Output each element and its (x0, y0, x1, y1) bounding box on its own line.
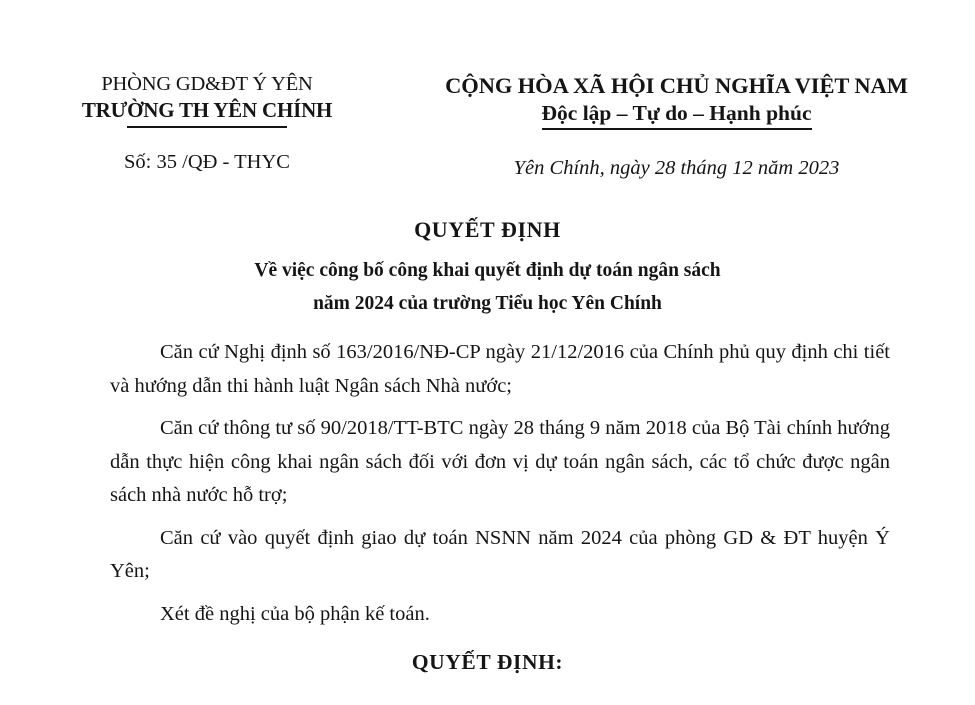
place-and-date: Yên Chính, ngày 28 tháng 12 năm 2023 (513, 157, 840, 179)
body-paragraph-4: Xét đề nghị của bộ phận kế toán. (160, 602, 430, 625)
title-block (0, 215, 975, 320)
decision-heading: QUYẾT ĐỊNH: (411, 650, 564, 674)
issuing-office-block (0, 72, 400, 174)
document-subtitle-line-2: năm 2024 của trường Tiểu học Yên Chính (313, 293, 662, 314)
nation-name: CỘNG HÒA XÃ HỘI CHỦ NGHĨA VIỆT NAM (445, 73, 908, 98)
document-body (110, 336, 890, 631)
body-paragraph-3: Căn cứ vào quyết định giao dự toán NSNN năm 2024 của phòng GD & ĐT huyện Ý Yên; (110, 526, 890, 582)
document-header (0, 72, 975, 181)
body-paragraph-2: Căn cứ thông tư số 90/2018/TT-BTC ngày 28 tháng 9 năm 2018 của Bộ Tài chính hướng dẫn thực hiện công khai ngân sách đối với đơn vị dự toán ngân sách, các tổ chức được ngân sách nhà nước hỗ trợ; (110, 417, 890, 506)
document-title: QUYẾT ĐỊNH (414, 217, 561, 242)
document-number: Số: 35 /QĐ - THYC (124, 151, 290, 173)
school-name: TRƯỜNG TH YÊN CHÍNH (81, 98, 333, 122)
office-name: PHÒNG GD&ĐT Ý YÊN (101, 73, 313, 95)
header-rule (127, 126, 287, 128)
national-motto: Độc lập – Tự do – Hạnh phúc (542, 100, 812, 130)
body-paragraph-1: Căn cứ Nghị định số 163/2016/NĐ-CP ngày 21/12/2016 của Chính phủ quy định chi tiết và hướng dẫn thi hành luật Ngân sách Nhà nước; (110, 341, 890, 397)
national-header-block (400, 72, 975, 181)
document-subtitle-line-1: Về việc công bố công khai quyết định dự toán ngân sách (254, 260, 721, 281)
